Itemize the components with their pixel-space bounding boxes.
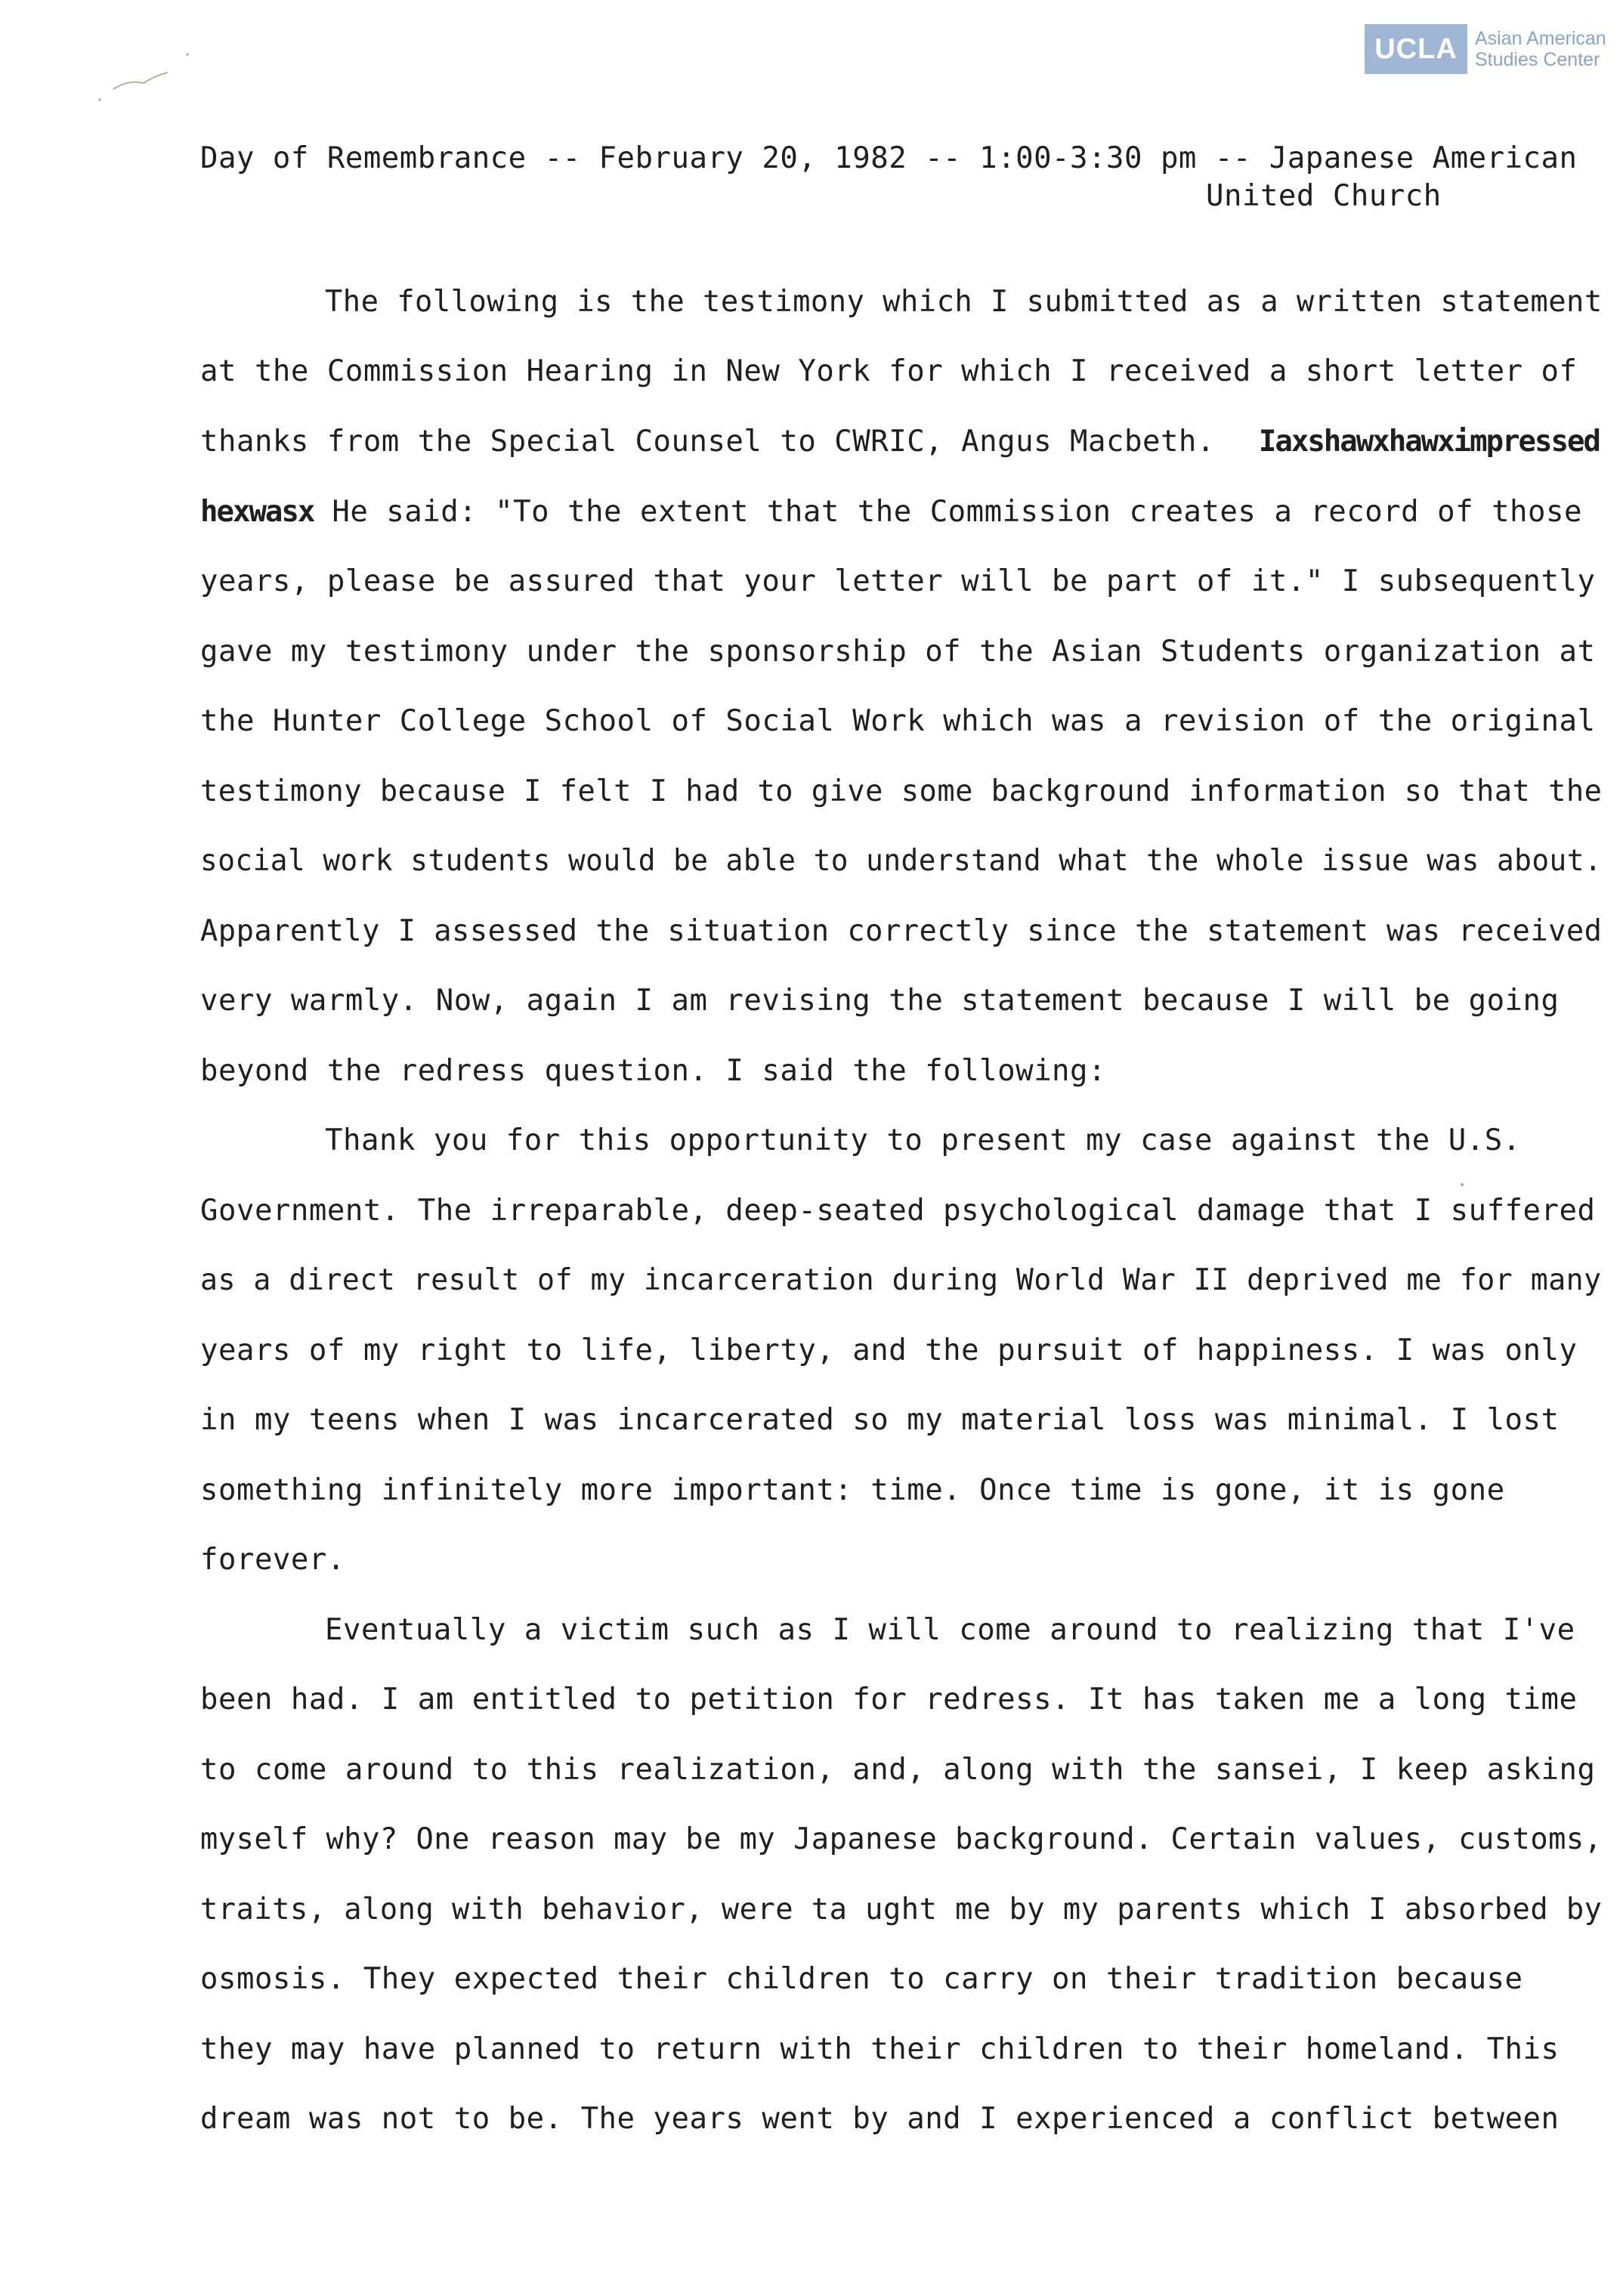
body-line: Government. The irreparable, deep-seated psychological damage that I suffered <box>200 1194 1596 1228</box>
body-line-text: He said: "To the extent that the Commission creates a record of those <box>332 495 1582 529</box>
header-line-2: United Church <box>1206 179 1442 213</box>
struck-out-text: hexwasx <box>200 495 314 529</box>
body-line: forever. <box>200 1543 345 1577</box>
body-line: Thank you for this opportunity to present my case against the U.S. <box>325 1123 1521 1157</box>
logo-caption-line2: Studies Center <box>1475 49 1600 70</box>
header-line-1: Day of Remembrance -- February 20, 1982 -- 1:00-3:30 pm -- Japanese American <box>200 141 1578 175</box>
body-line: Eventually a victim such as I will come around to realizing that I've <box>325 1613 1575 1647</box>
ucla-logo-box: UCLA <box>1365 24 1467 74</box>
dust-spot <box>98 98 101 101</box>
logo-caption <box>1475 28 1606 70</box>
body-line: in my teens when I was incarcerated so my material loss was minimal. I lost <box>200 1403 1560 1437</box>
body-line: to come around to this realization, and, along with the sansei, I keep asking <box>200 1753 1596 1787</box>
body-line: as a direct result of my incarceration during World War II deprived me for many <box>200 1263 1602 1297</box>
body-line: social work students would be able to understand what the whole issue was about. <box>200 844 1603 878</box>
pencil-mark <box>113 73 168 89</box>
body-line: Apparently I assessed the situation correctly since the statement was received <box>200 914 1603 948</box>
body-line: dream was not to be. The years went by and I experienced a conflict between <box>200 2102 1560 2136</box>
body-line <box>200 425 1600 459</box>
body-line: at the Commission Hearing in New York for which I received a short letter of <box>200 354 1578 388</box>
body-line: beyond the redress question. I said the following: <box>200 1054 1106 1088</box>
body-line: osmosis. They expected their children to carry on their tradition because <box>200 1962 1523 1996</box>
body-line: the Hunter College School of Social Work which was a revision of the original <box>200 704 1596 738</box>
body-line: years of my right to life, liberty, and the pursuit of happiness. I was only <box>200 1333 1578 1367</box>
body-line: gave my testimony under the sponsorship of the Asian Students organization at <box>200 635 1596 669</box>
body-line: something infinitely more important: time. Once time is gone, it is gone <box>200 1473 1505 1507</box>
body-line: they may have planned to return with their children to their homeland. This <box>200 2032 1560 2066</box>
dust-spot <box>186 53 189 56</box>
body-line: testimony because I felt I had to give some background information so that the <box>200 774 1603 808</box>
ucla-aasc-logo <box>1365 24 1606 74</box>
body-line: traits, along with behavior, were ta ught me by my parents which I absorbed by <box>200 1893 1603 1927</box>
body-line: The following is the testimony which I submitted as a written statement <box>325 285 1603 319</box>
body-line: been had. I am entitled to petition for redress. It has taken me a long time <box>200 1683 1578 1717</box>
body-line: years, please be assured that your letter will be part of it." I subsequently <box>200 564 1596 598</box>
dust-spot <box>1461 1183 1464 1186</box>
struck-out-text: Iaxshawxhawximpressed <box>1258 425 1600 459</box>
body-line: myself why? One reason may be my Japanese background. Certain values, customs, <box>200 1822 1603 1856</box>
body-line-text: thanks from the Special Counsel to CWRIC, Angus Macbeth. <box>200 425 1215 459</box>
logo-caption-line1: Asian American <box>1475 28 1606 49</box>
body-line <box>200 497 1582 527</box>
body-line: very warmly. Now, again I am revising the statement because I will be going <box>200 984 1560 1018</box>
